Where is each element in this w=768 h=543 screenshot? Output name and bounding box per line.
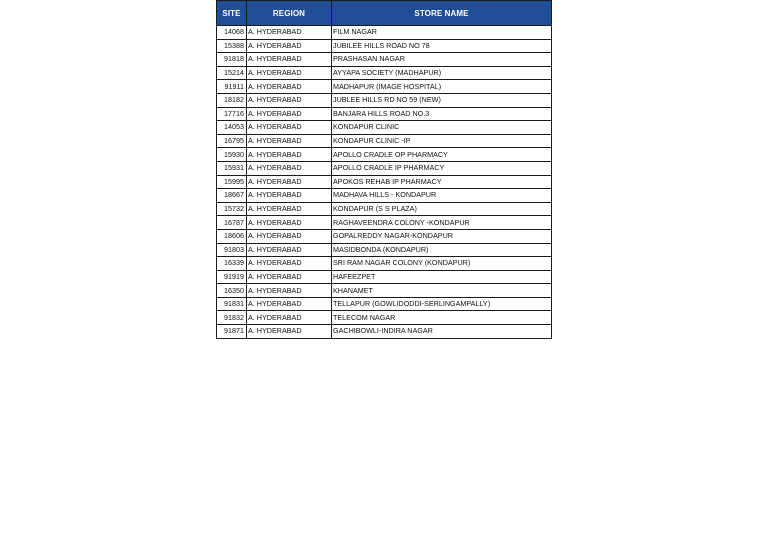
table-body xyxy=(217,26,552,339)
region-cell: A. HYDERABAD xyxy=(247,325,332,339)
site-cell: 15931 xyxy=(217,161,247,175)
site-cell: 15388 xyxy=(217,39,247,53)
region-cell: A. HYDERABAD xyxy=(247,80,332,94)
region-cell: A. HYDERABAD xyxy=(247,53,332,67)
store-name-cell: KHANAMET xyxy=(332,284,552,298)
table-row xyxy=(217,107,552,121)
store-name-cell: APOLLO CRADLE IP PHARMACY xyxy=(332,161,552,175)
store-name-cell: KONDAPUR CLINIC -IP xyxy=(332,134,552,148)
table-row xyxy=(217,80,552,94)
site-cell: 16339 xyxy=(217,257,247,271)
store-name-cell: JUBILEE HILLS ROAD NO 78 xyxy=(332,39,552,53)
store-name-cell: FILM NAGAR xyxy=(332,26,552,40)
store-name-cell: AYYAPA SOCIETY (MADHAPUR) xyxy=(332,66,552,80)
table-row xyxy=(217,243,552,257)
region-cell: A. HYDERABAD xyxy=(247,216,332,230)
table-header xyxy=(217,1,552,26)
header-row xyxy=(217,1,552,26)
site-cell: 15995 xyxy=(217,175,247,189)
site-cell: 16350 xyxy=(217,284,247,298)
region-cell: A. HYDERABAD xyxy=(247,257,332,271)
store-name-cell: GACHIBOWLI-INDIRA NAGAR xyxy=(332,325,552,339)
region-cell: A. HYDERABAD xyxy=(247,297,332,311)
store-name-cell: MASIDBONDA (KONDAPUR) xyxy=(332,243,552,257)
store-name-cell: BANJARA HILLS ROAD NO.3 xyxy=(332,107,552,121)
region-cell: A. HYDERABAD xyxy=(247,26,332,40)
column-header-store-name: STORE NAME xyxy=(332,1,552,26)
column-header-site: SITE xyxy=(217,1,247,26)
store-name-cell: MADHAVA HILLS - KONDAPUR xyxy=(332,189,552,203)
region-cell: A. HYDERABAD xyxy=(247,121,332,135)
site-cell: 16787 xyxy=(217,216,247,230)
site-cell: 15732 xyxy=(217,202,247,216)
store-name-cell: RAGHAVEENDRA COLONY -KONDAPUR xyxy=(332,216,552,230)
region-cell: A. HYDERABAD xyxy=(247,243,332,257)
table-row xyxy=(217,325,552,339)
store-list-table xyxy=(216,0,552,339)
table-row xyxy=(217,93,552,107)
region-cell: A. HYDERABAD xyxy=(247,175,332,189)
site-cell: 91818 xyxy=(217,53,247,67)
site-cell: 91871 xyxy=(217,325,247,339)
store-name-cell: MADHAPUR (IMAGE HOSPITAL) xyxy=(332,80,552,94)
table-row xyxy=(217,297,552,311)
region-cell: A. HYDERABAD xyxy=(247,39,332,53)
site-cell: 91803 xyxy=(217,243,247,257)
region-cell: A. HYDERABAD xyxy=(247,148,332,162)
site-cell: 16795 xyxy=(217,134,247,148)
region-cell: A. HYDERABAD xyxy=(247,134,332,148)
site-cell: 18606 xyxy=(217,229,247,243)
table-row xyxy=(217,284,552,298)
table-row xyxy=(217,39,552,53)
store-name-cell: TELLAPUR (GOWLIDODDI-SERLINGAMPALLY) xyxy=(332,297,552,311)
table-row xyxy=(217,148,552,162)
region-cell: A. HYDERABAD xyxy=(247,229,332,243)
site-cell: 15930 xyxy=(217,148,247,162)
region-cell: A. HYDERABAD xyxy=(247,311,332,325)
region-cell: A. HYDERABAD xyxy=(247,284,332,298)
table-row xyxy=(217,202,552,216)
table-row xyxy=(217,134,552,148)
site-cell: 18667 xyxy=(217,189,247,203)
site-cell: 91911 xyxy=(217,80,247,94)
site-cell: 15214 xyxy=(217,66,247,80)
store-name-cell: JUBLEE HILLS RD NO 59 (NEW) xyxy=(332,93,552,107)
table-row xyxy=(217,161,552,175)
store-name-cell: APOLLO CRADLE OP PHARMACY xyxy=(332,148,552,162)
store-name-cell: APOKOS REHAB IP PHARMACY xyxy=(332,175,552,189)
site-cell: 18182 xyxy=(217,93,247,107)
table-row xyxy=(217,216,552,230)
store-name-cell: KONDAPUR CLINIC xyxy=(332,121,552,135)
table-row xyxy=(217,26,552,40)
table-row xyxy=(217,66,552,80)
store-name-cell: KONDAPUR (S S PLAZA) xyxy=(332,202,552,216)
site-cell: 91831 xyxy=(217,297,247,311)
store-name-cell: TELECOM NAGAR xyxy=(332,311,552,325)
region-cell: A. HYDERABAD xyxy=(247,66,332,80)
region-cell: A. HYDERABAD xyxy=(247,93,332,107)
site-cell: 91919 xyxy=(217,270,247,284)
store-name-cell: PRASHASAN NAGAR xyxy=(332,53,552,67)
table-row xyxy=(217,189,552,203)
column-header-region: REGION xyxy=(247,1,332,26)
site-cell: 14053 xyxy=(217,121,247,135)
table-row xyxy=(217,311,552,325)
region-cell: A. HYDERABAD xyxy=(247,189,332,203)
table-row xyxy=(217,121,552,135)
table-row xyxy=(217,53,552,67)
table-row xyxy=(217,229,552,243)
site-cell: 17716 xyxy=(217,107,247,121)
site-cell: 14068 xyxy=(217,26,247,40)
store-name-cell: SRI RAM NAGAR COLONY (KONDAPUR) xyxy=(332,257,552,271)
region-cell: A. HYDERABAD xyxy=(247,161,332,175)
region-cell: A. HYDERABAD xyxy=(247,270,332,284)
store-name-cell: GOPALREDDY NAGAR-KONDAPUR xyxy=(332,229,552,243)
site-cell: 91832 xyxy=(217,311,247,325)
region-cell: A. HYDERABAD xyxy=(247,202,332,216)
store-name-cell: HAFEEZPET xyxy=(332,270,552,284)
table-row xyxy=(217,175,552,189)
table-row xyxy=(217,257,552,271)
region-cell: A. HYDERABAD xyxy=(247,107,332,121)
table-row xyxy=(217,270,552,284)
